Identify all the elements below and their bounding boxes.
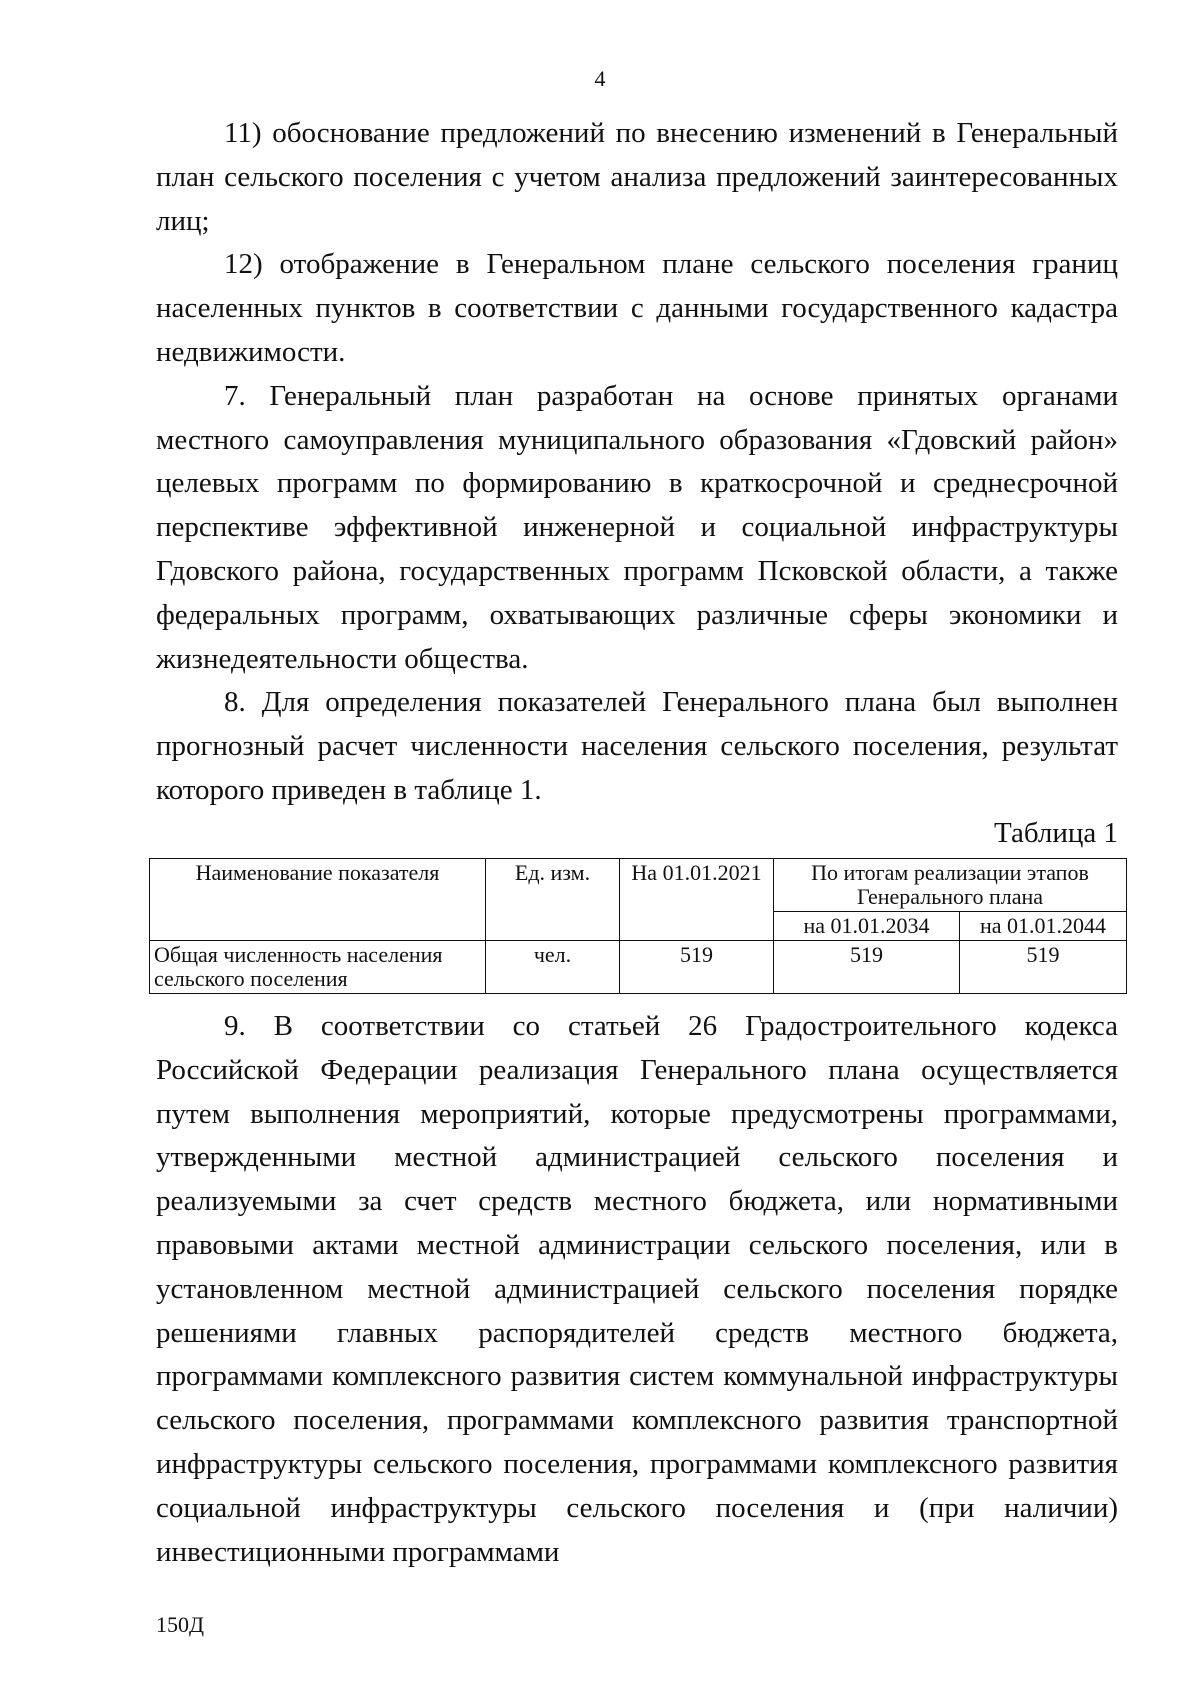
header-stage-2: на 01.01.2044 [960, 912, 1127, 941]
page-number: 4 [594, 66, 606, 91]
list-item-11: 11) обоснование предложений по внесению изменений в Генеральный план сельского поселения с учетом анализа предложений заинтересованных лиц; [156, 117, 1118, 237]
population-table [149, 858, 1127, 994]
paragraph-7: 7. Генеральный план разработан на основе принятых органами местного самоуправления муниципального образования «Гдовский район» целевых программ по формированию в краткосрочной и среднесрочной перспективе эффективной инженерной и социальной инфраструктуры Гдовского района, государственных программ Псковской области, а также федеральных программ, охватывающих различные сферы экономики и жизнедеятельности общества. [156, 379, 1118, 675]
list-item-12: 12) отображение в Генеральном плане сельского поселения границ населенных пунктов в соответствии с данными государственного кадастра недвижимости. [156, 248, 1118, 368]
body-text-after-table [156, 1005, 1118, 1574]
table-row [150, 941, 1127, 994]
cell-stage-1: 519 [774, 941, 960, 994]
table-header-row [150, 859, 1127, 912]
header-base-date: На 01.01.2021 [620, 859, 774, 941]
cell-indicator: Общая численность населения сельского поселения [150, 941, 486, 994]
paragraph-9: 9. В соответствии со статьей 26 Градостроительного кодекса Российской Федерации реализация Генерального плана осуществляется путем выполнения мероприятий, которые предусмотрены программами, утвержденными местной администрацией сельского поселения и реализуемыми за счет средств местного бюджета, или нормативными правовыми актами местной администрации сельского поселения, или в установленном местной администрацией сельского поселения порядке решениями главных распорядителей средств местного бюджета, программами комплексного развития систем коммунальной инфраструктуры сельского поселения, программами комплексного развития транспортной инфраструктуры сельского поселения, программами комплексного развития социальной инфраструктуры сельского поселения и (при наличии) инвестиционными программами [156, 1010, 1118, 1568]
footer-code: 150Д [156, 1612, 205, 1637]
cell-unit: чел. [486, 941, 620, 994]
paragraph-8: 8. Для определения показателей Генерального плана был выполнен прогнозный расчет численности населения сельского поселения, результат которого приведен в таблице 1. [156, 686, 1118, 806]
cell-stage-2: 519 [960, 941, 1127, 994]
cell-base: 519 [620, 941, 774, 994]
header-indicator: Наименование показателя [150, 859, 486, 941]
body-text-before-table [156, 112, 1118, 813]
header-unit: Ед. изм. [486, 859, 620, 941]
header-stages-group: По итогам реализации этапов Генерального плана [774, 859, 1127, 912]
table-label: Таблица 1 [993, 817, 1118, 849]
header-stage-1: на 01.01.2034 [774, 912, 960, 941]
